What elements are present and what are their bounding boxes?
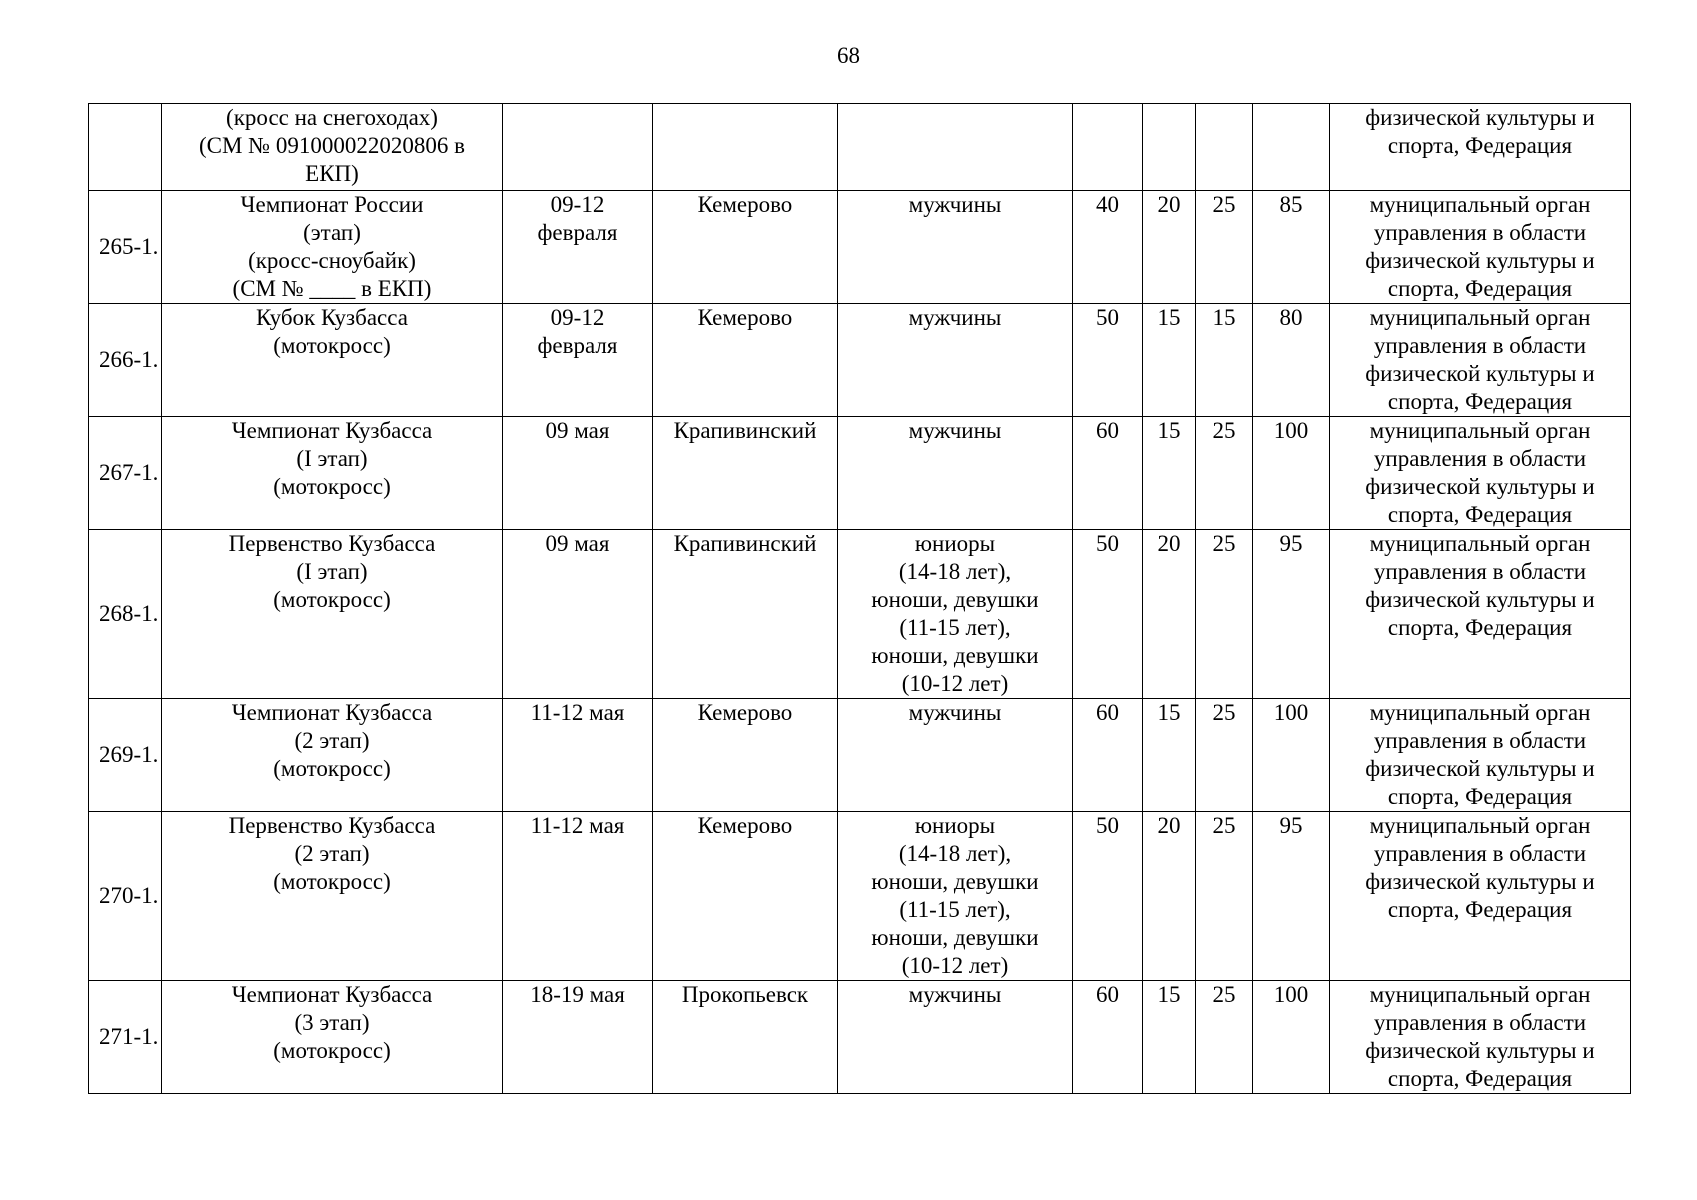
event-line: Чемпионат России [240,192,424,217]
participants-cell [838,104,1073,191]
place-cell [653,104,838,191]
organizer-line: управления в области [1373,1010,1587,1035]
count-cell-2: 15 [1143,417,1196,530]
place-cell: Кемерово [653,812,838,981]
event-name-cell [162,981,503,1094]
organizer-line: муниципальный орган [1369,418,1591,443]
page-number: 68 [837,43,860,68]
total-cell: 100 [1253,981,1330,1094]
count-cell-2: 15 [1143,304,1196,417]
organizer-line: спорта, Федерация [1387,615,1573,640]
organizer-line: муниципальный орган [1369,192,1591,217]
event-line: ЕКП) [305,161,359,186]
participants-line: (10-12 лет) [901,671,1009,696]
organizer-cell [1330,304,1631,417]
table-row [89,417,1631,530]
total-cell: 85 [1253,191,1330,304]
organizer-cell [1330,981,1631,1094]
participants-line: (11-15 лет), [899,897,1011,922]
participants-cell [838,304,1073,417]
event-line: (2 этап) [294,841,370,866]
event-line: (СМ № 091000022020806 в [198,133,465,158]
organizer-line: физической культуры и [1365,474,1595,499]
organizer-line: физической культуры и [1365,105,1595,130]
dates-cell [503,191,653,304]
organizer-cell [1330,104,1631,191]
place-cell: Кемерово [653,191,838,304]
dates-cell [503,104,653,191]
organizer-cell [1330,530,1631,699]
count-cell-2: 20 [1143,812,1196,981]
count-cell-3: 25 [1196,812,1253,981]
organizer-line: муниципальный орган [1369,982,1591,1007]
participants-line: юниоры [914,813,996,838]
date-line: 11-12 мая [530,700,625,725]
count-cell-2: 15 [1143,699,1196,812]
participants-cell [838,417,1073,530]
event-line: (мотокросс) [273,587,391,612]
event-line: Чемпионат Кузбасса [231,982,433,1007]
organizer-line: муниципальный орган [1369,305,1591,330]
event-line: (2 этап) [294,728,370,753]
dates-cell [503,812,653,981]
organizer-line: спорта, Федерация [1387,1066,1573,1091]
event-line: (мотокросс) [273,756,391,781]
event-line: (кросс-сноубайк) [248,248,416,273]
organizer-line: физической культуры и [1365,361,1595,386]
dates-cell [503,699,653,812]
total-cell: 100 [1253,699,1330,812]
organizer-line: спорта, Федерация [1387,389,1573,414]
participants-cell [838,191,1073,304]
event-line: (кросс на снегоходах) [226,105,438,130]
count-cell-2: 20 [1143,191,1196,304]
participants-line: (14-18 лет), [898,559,1012,584]
event-line: (мотокросс) [273,1038,391,1063]
count-cell-1: 50 [1073,304,1143,417]
event-line: (I этап) [296,559,368,584]
organizer-line: физической культуры и [1365,869,1595,894]
organizer-line: муниципальный орган [1369,700,1591,725]
count-cell-1: 50 [1073,812,1143,981]
participants-line: мужчины [908,418,1002,443]
event-name-cell [162,699,503,812]
participants-line: (10-12 лет) [901,953,1009,978]
total-cell: 95 [1253,530,1330,699]
organizer-line: спорта, Федерация [1387,897,1573,922]
participants-line: (11-15 лет), [899,615,1011,640]
date-line: 09 мая [545,418,610,443]
organizer-line: муниципальный орган [1369,813,1591,838]
events-table [88,103,1631,1094]
participants-cell [838,981,1073,1094]
count-cell-1 [1073,104,1143,191]
count-cell-3: 25 [1196,530,1253,699]
organizer-cell [1330,191,1631,304]
date-line: 09-12 [550,192,605,217]
organizer-line: муниципальный орган [1369,531,1591,556]
event-name-cell [162,304,503,417]
total-cell: 100 [1253,417,1330,530]
row-number-cell: 266-1. [89,304,162,417]
organizer-line: физической культуры и [1365,1038,1595,1063]
date-line: февраля [537,333,618,358]
date-line: 11-12 мая [530,813,625,838]
place-cell: Прокопьевск [653,981,838,1094]
participants-cell [838,812,1073,981]
participants-line: юноши, девушки [871,869,1039,894]
participants-line: юноши, девушки [871,643,1039,668]
participants-line: мужчины [908,305,1002,330]
dates-cell [503,981,653,1094]
event-line: Чемпионат Кузбасса [231,700,433,725]
place-cell: Крапивинский [653,530,838,699]
table-body [89,104,1631,1094]
table-row [89,191,1631,304]
organizer-line: управления в области [1373,559,1587,584]
event-line: Первенство Кузбасса [228,813,436,838]
row-number-cell: 268-1. [89,530,162,699]
event-line: (I этап) [296,446,368,471]
table-row [89,981,1631,1094]
organizer-line: управления в области [1373,333,1587,358]
table-row [89,699,1631,812]
count-cell-1: 60 [1073,699,1143,812]
total-cell: 80 [1253,304,1330,417]
organizer-line: управления в области [1373,446,1587,471]
date-line: 09-12 [550,305,605,330]
table-row [89,812,1631,981]
count-cell-2 [1143,104,1196,191]
participants-line: мужчины [908,192,1002,217]
participants-cell [838,530,1073,699]
dates-cell [503,304,653,417]
organizer-line: физической культуры и [1365,587,1595,612]
event-name-cell [162,530,503,699]
organizer-line: физической культуры и [1365,248,1595,273]
organizer-line: управления в области [1373,220,1587,245]
participants-cell [838,699,1073,812]
event-line: (мотокросс) [273,869,391,894]
dates-cell [503,417,653,530]
place-cell: Кемерово [653,304,838,417]
row-number-cell: 270-1. [89,812,162,981]
event-name-cell [162,191,503,304]
event-name-cell [162,417,503,530]
event-line: (этап) [303,220,361,245]
event-line: Первенство Кузбасса [228,531,436,556]
total-cell [1253,104,1330,191]
place-cell: Кемерово [653,699,838,812]
table-row-continuation [89,104,1631,191]
event-line: (3 этап) [294,1010,370,1035]
participants-line: юноши, девушки [871,587,1039,612]
dates-cell [503,530,653,699]
count-cell-1: 60 [1073,981,1143,1094]
event-line: (СМ № ____ в ЕКП) [232,276,432,301]
count-cell-2: 15 [1143,981,1196,1094]
organizer-cell [1330,417,1631,530]
participants-line: юниоры [914,531,996,556]
organizer-line: физической культуры и [1365,756,1595,781]
event-name-cell [162,104,503,191]
table-row [89,304,1631,417]
participants-line: (14-18 лет), [898,841,1012,866]
event-line: (мотокросс) [273,333,391,358]
table-row [89,530,1631,699]
event-line: (мотокросс) [273,474,391,499]
count-cell-1: 50 [1073,530,1143,699]
organizer-cell [1330,699,1631,812]
count-cell-2: 20 [1143,530,1196,699]
organizer-line: спорта, Федерация [1387,784,1573,809]
row-number-cell: 271-1. [89,981,162,1094]
organizer-line: спорта, Федерация [1387,276,1573,301]
organizer-line: управления в области [1373,728,1587,753]
count-cell-3: 25 [1196,417,1253,530]
event-line: Чемпионат Кузбасса [231,418,433,443]
organizer-cell [1330,812,1631,981]
row-number-cell [89,104,162,191]
participants-line: юноши, девушки [871,925,1039,950]
row-number-cell: 267-1. [89,417,162,530]
count-cell-3: 25 [1196,981,1253,1094]
row-number-cell: 265-1. [89,191,162,304]
count-cell-1: 40 [1073,191,1143,304]
count-cell-3: 25 [1196,699,1253,812]
event-name-cell [162,812,503,981]
count-cell-3: 25 [1196,191,1253,304]
count-cell-3 [1196,104,1253,191]
date-line: 09 мая [545,531,610,556]
participants-line: мужчины [908,700,1002,725]
place-cell: Крапивинский [653,417,838,530]
count-cell-1: 60 [1073,417,1143,530]
event-line: Кубок Кузбасса [256,305,408,330]
organizer-line: спорта, Федерация [1387,502,1573,527]
participants-line: мужчины [908,982,1002,1007]
count-cell-3: 15 [1196,304,1253,417]
date-line: 18-19 мая [530,982,625,1007]
organizer-line: управления в области [1373,841,1587,866]
row-number-cell: 269-1. [89,699,162,812]
total-cell: 95 [1253,812,1330,981]
date-line: февраля [537,220,618,245]
organizer-line: спорта, Федерация [1387,133,1573,158]
